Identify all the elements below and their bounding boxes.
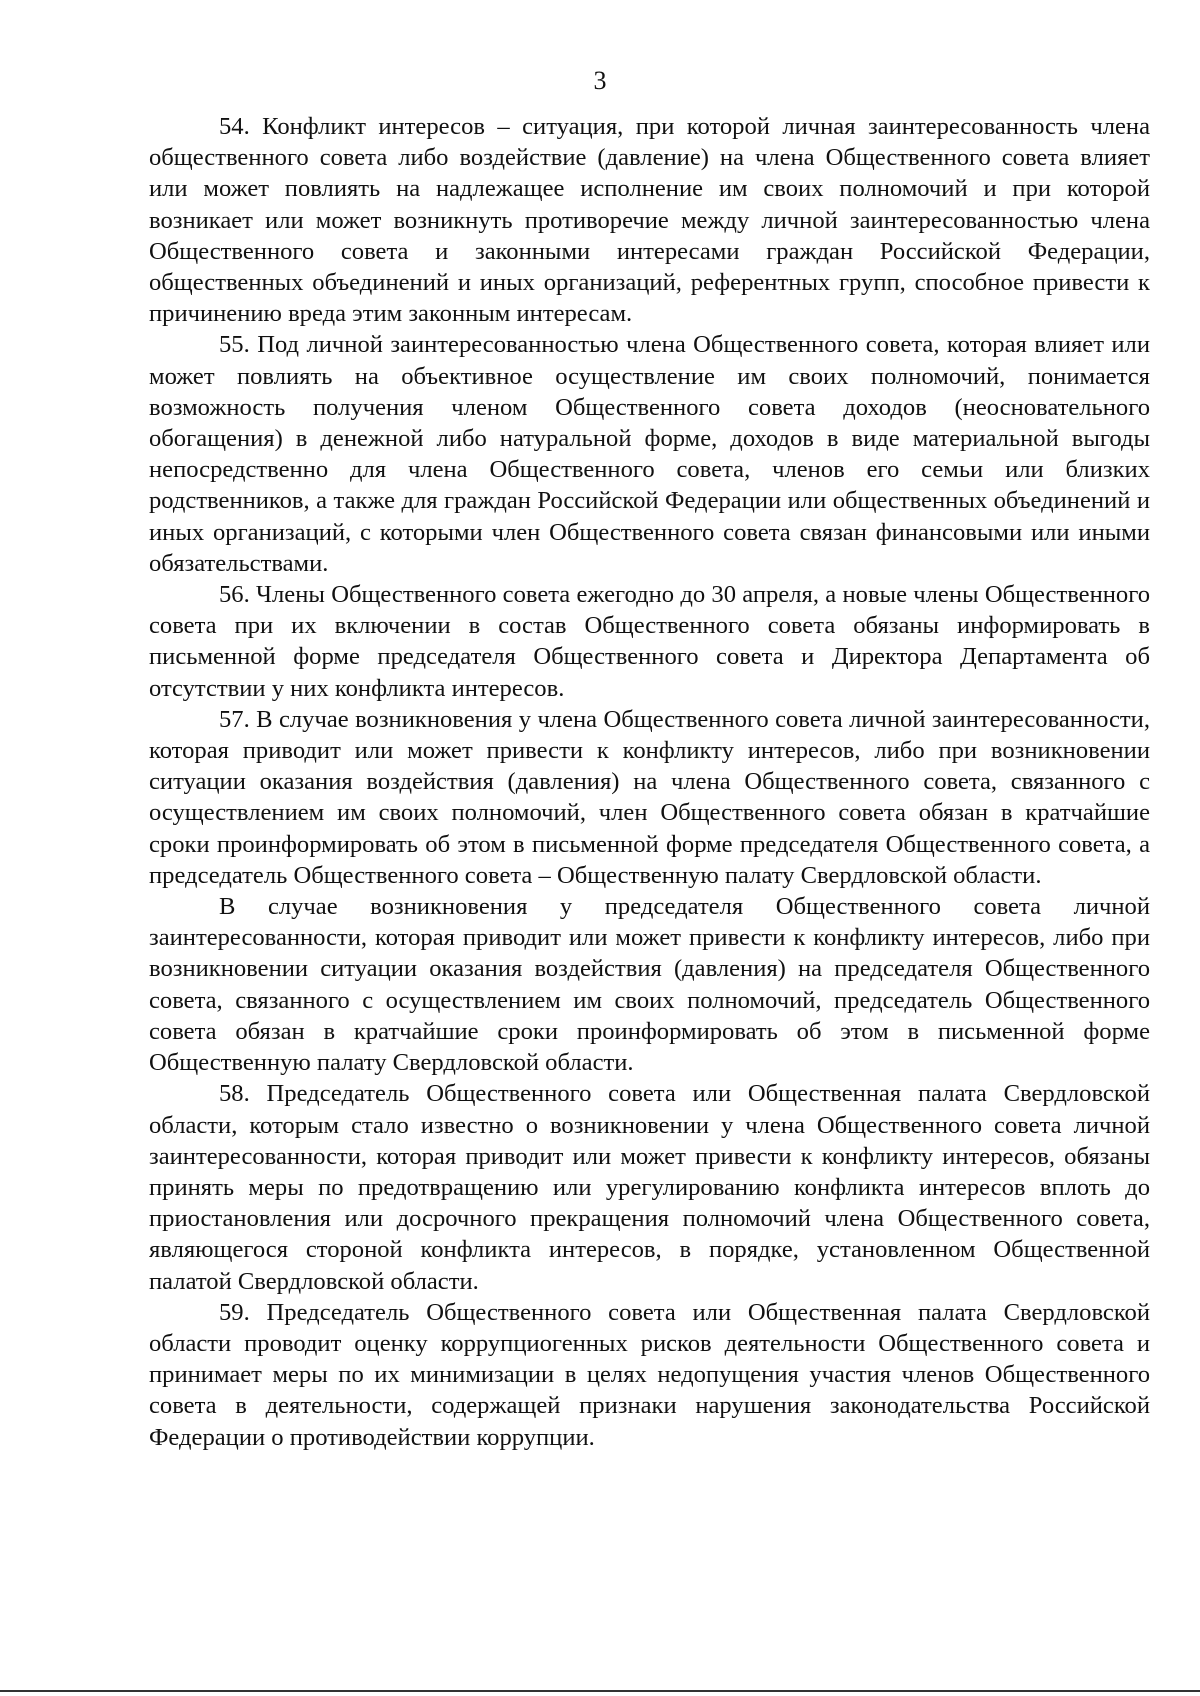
paragraph-number: 59. bbox=[219, 1298, 250, 1326]
paragraph-text: Председатель Общественного совета или Общественная палата Свердловской области, которым стало известно о возникновении у члена Общественного совета личной заинтересованности, которая приводит или может привести к конфликту интересов, обязаны принять меры по предотвращению или урегулированию конфликта интересов вплоть до приостановления или досрочного прекращения полномочий члена Общественного совета, являющегося стороной конфликта интересов, в порядке, установленном Общественной палатой Свердловской области. bbox=[149, 1080, 1150, 1295]
paragraph-number: 58. bbox=[219, 1080, 250, 1108]
paragraph-number: 54. bbox=[219, 113, 250, 140]
paragraph-59 bbox=[149, 1297, 1150, 1453]
paragraph-number: 57. bbox=[219, 705, 250, 733]
paragraph-text: Члены Общественного совета ежегодно до 30 апреля, а новые члены Общественного совета при их включении в состав Общественного совета обязаны информировать в письменной форме председателя Общественного совета и Директора Департамента об отсутствии у них конфликта интересов. bbox=[149, 581, 1150, 702]
paragraph-57-continuation bbox=[149, 891, 1150, 1078]
document-body bbox=[149, 111, 1150, 1453]
paragraph-text: Конфликт интересов – ситуация, при которой личная заинтересованность члена общественного совета либо воздействие (давление) на члена Общественного совета влияет или может повлиять на надлежащее исполнение им своих полномочий и при которой возникает или может возникнуть противоречие между личной заинтересованностью члена Общественного совета и законными интересами граждан Российской Федерации, общественных объединений и иных организаций, референтных групп, способное привести к причинению вреда этим законным интересам. bbox=[149, 113, 1150, 328]
paragraph-text: Председатель Общественного совета или Общественная палата Свердловской области проводит оценку коррупциогенных рисков деятельности Общественного совета и принимает меры по их минимизации в целях недопущения участия членов Общественного совета в деятельности, содержащей признаки нарушения законодательства Российской Федерации о противодействии коррупции. bbox=[149, 1298, 1150, 1451]
paragraph-54 bbox=[149, 111, 1150, 329]
scan-edge-line bbox=[0, 1690, 1200, 1692]
paragraph-text: В случае возникновения у председателя Общественного совета личной заинтересованности, которая приводит или может привести к конфликту интересов, либо при возникновении ситуации оказания воздействия (давления) на председателя Общественного совета, связанного с осуществлением им своих полномочий, председатель Общественного совета обязан в кратчайшие сроки проинформировать об этом в письменной форме Общественную палату Свердловской области. bbox=[149, 893, 1150, 1077]
paragraph-56 bbox=[149, 579, 1150, 704]
paragraph-text: В случае возникновения у члена Общественного совета личной заинтересованности, которая приводит или может привести к конфликту интересов, либо при возникновении ситуации оказания воздействия (давления) на члена Общественного совета, связанного с осуществлением им своих полномочий, член Общественного совета обязан в кратчайшие сроки проинформировать об этом в письменной форме председателя Общественного совета, а председатель Общественного совета – Общественную палату Свердловской области. bbox=[149, 705, 1150, 889]
paragraph-58 bbox=[149, 1078, 1150, 1296]
paragraph-55 bbox=[149, 329, 1150, 579]
paragraph-number: 56. bbox=[219, 581, 250, 609]
paragraph-number: 55. bbox=[219, 331, 250, 359]
paragraph-text: Под личной заинтересованностью члена Общественного совета, которая влияет или может повлиять на объективное осуществление им своих полномочий, понимается возможность получения членом Общественного совета доходов (неосновательного обогащения) в денежной либо натуральной форме, доходов в виде материальной выгоды непосредственно для члена Общественного совета, членов его семьи или близких родственников, а также для граждан Российской Федерации или общественных объединений и иных организаций, с которыми член Общественного совета связан финансовыми или иными обязательствами. bbox=[149, 331, 1150, 577]
page-number: 3 bbox=[593, 66, 607, 95]
paragraph-57 bbox=[149, 704, 1150, 891]
